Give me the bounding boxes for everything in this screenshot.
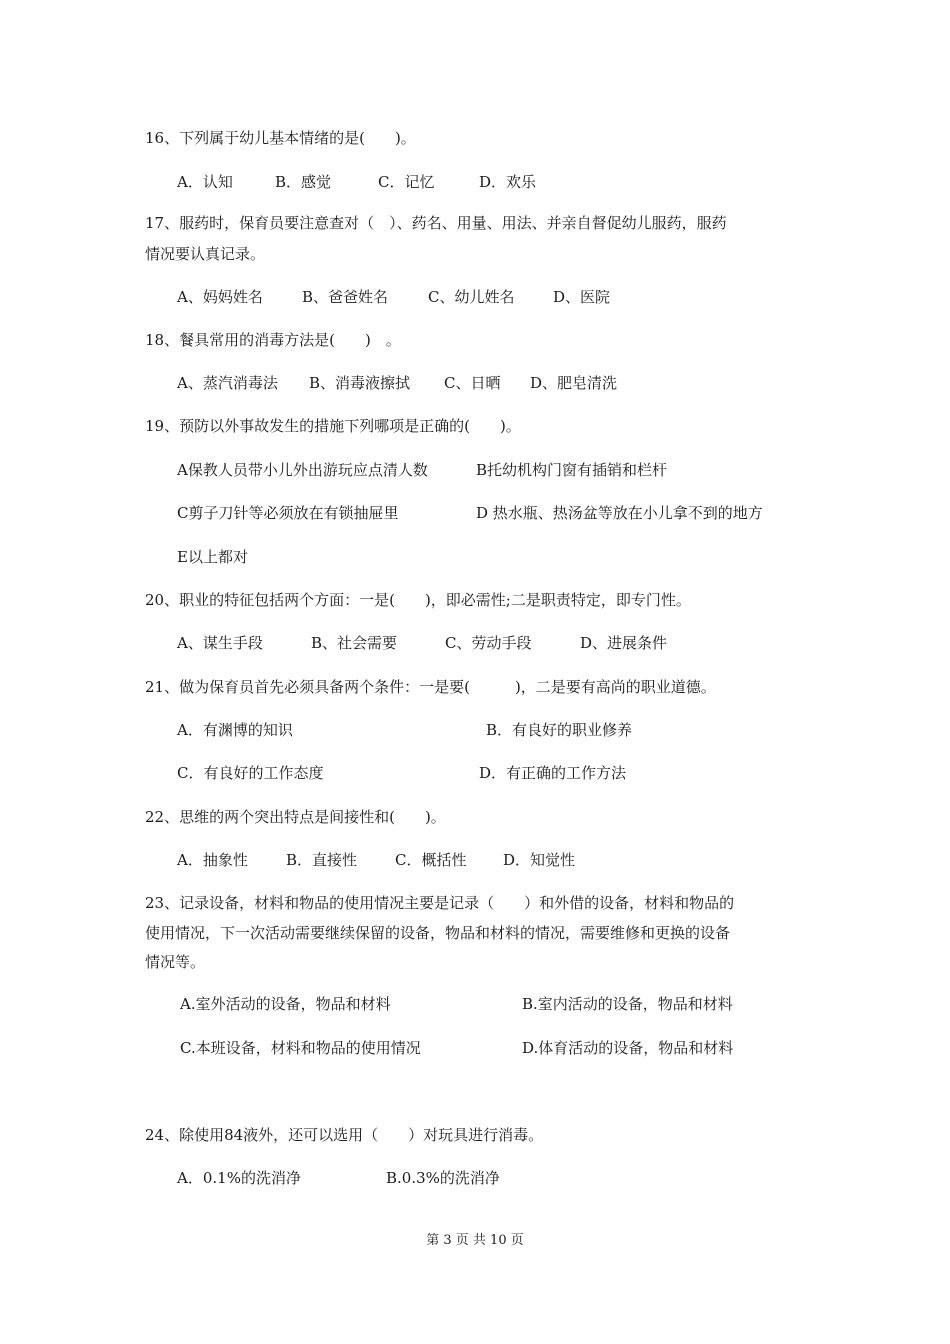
- q19-option-b: B托幼机构门窗有插销和栏杆: [476, 461, 668, 479]
- q22-option-d: D．知觉性: [503, 851, 576, 869]
- question-20-stem: 20、职业的特征包括两个方面：一是( )，即必需性;二是职责特定，即专门性。: [145, 591, 691, 609]
- q20-option-c: C、劳动手段: [445, 634, 532, 652]
- q23-option-a: A.室外活动的设备，物品和材料: [180, 995, 391, 1013]
- q21-option-d: D．有正确的工作方法: [479, 764, 627, 782]
- question-24-stem: 24、除使用84液外，还可以选用（ ）对玩具进行消毒。: [145, 1126, 544, 1144]
- q17-option-a: A、妈妈姓名: [177, 288, 263, 306]
- q17-option-b: B、爸爸姓名: [302, 288, 389, 306]
- q21-option-c: C．有良好的工作态度: [177, 764, 324, 782]
- q18-option-c: C、日晒: [444, 374, 501, 392]
- q20-option-d: D、进展条件: [580, 634, 668, 652]
- q22-option-a: A．抽象性: [177, 851, 248, 869]
- question-23-stem-line2: 使用情况，下一次活动需要继续保留的设备，物品和材料的情况，需要维修和更换的设备: [145, 924, 731, 942]
- q17-option-d: D、医院: [553, 288, 611, 306]
- q24-option-a: A．0.1%的洗消净: [177, 1169, 301, 1187]
- q19-option-e: E以上都对: [177, 548, 248, 566]
- q19-option-d: D 热水瓶、热汤盆等放在小儿拿不到的地方: [476, 504, 763, 522]
- question-18-stem: 18、餐具常用的消毒方法是( ) 。: [145, 331, 401, 349]
- question-17-stem-line1: 17、服药时，保育员要注意查对（ ）、药名、用量、用法、并亲自督促幼儿服药，服药: [145, 214, 727, 232]
- question-22-stem: 22、思维的两个突出特点是间接性和( )。: [145, 808, 446, 826]
- q20-option-a: A、谋生手段: [177, 634, 263, 652]
- q16-option-d: D．欢乐: [479, 173, 537, 191]
- q21-option-a: A．有渊博的知识: [177, 721, 293, 739]
- q23-option-d: D.体育活动的设备，物品和材料: [522, 1039, 734, 1057]
- q21-option-b: B．有良好的职业修养: [486, 721, 633, 739]
- q19-option-c: C剪子刀针等必须放在有锁抽屉里: [177, 504, 399, 522]
- question-17-stem-line2: 情况要认真记录。: [145, 245, 266, 263]
- q18-option-b: B、消毒液擦拭: [309, 374, 411, 392]
- q23-option-c: C.本班设备，材料和物品的使用情况: [180, 1039, 421, 1057]
- q16-option-c: C．记忆: [378, 173, 435, 191]
- question-19-stem: 19、预防以外事故发生的措施下列哪项是正确的( )。: [145, 417, 521, 435]
- question-23-stem-line1: 23、记录设备，材料和物品的使用情况主要是记录（ ）和外借的设备，材料和物品的: [145, 894, 735, 912]
- question-16-stem: 16、下列属于幼儿基本情绪的是( )。: [145, 129, 416, 147]
- q16-option-a: A．认知: [177, 173, 233, 191]
- q18-option-d: D、肥皂清洗: [530, 374, 618, 392]
- q20-option-b: B、社会需要: [311, 634, 398, 652]
- question-23-stem-line3: 情况等。: [145, 953, 206, 971]
- q23-option-b: B.室内活动的设备，物品和材料: [522, 995, 733, 1013]
- q22-option-c: C．概括性: [395, 851, 467, 869]
- q19-option-a: A保教人员带小儿外出游玩应点清人数: [177, 461, 428, 479]
- page-number-footer: 第 3 页 共 10 页: [426, 1233, 524, 1248]
- q17-option-c: C、幼儿姓名: [428, 288, 515, 306]
- q16-option-b: B．感觉: [275, 173, 332, 191]
- q24-option-b: B.0.3%的洗消净: [386, 1169, 500, 1187]
- q22-option-b: B．直接性: [286, 851, 358, 869]
- q18-option-a: A、蒸汽消毒法: [177, 374, 278, 392]
- question-21-stem: 21、做为保育员首先必须具备两个条件：一是要( )，二是要有高尚的职业道德。: [145, 678, 716, 696]
